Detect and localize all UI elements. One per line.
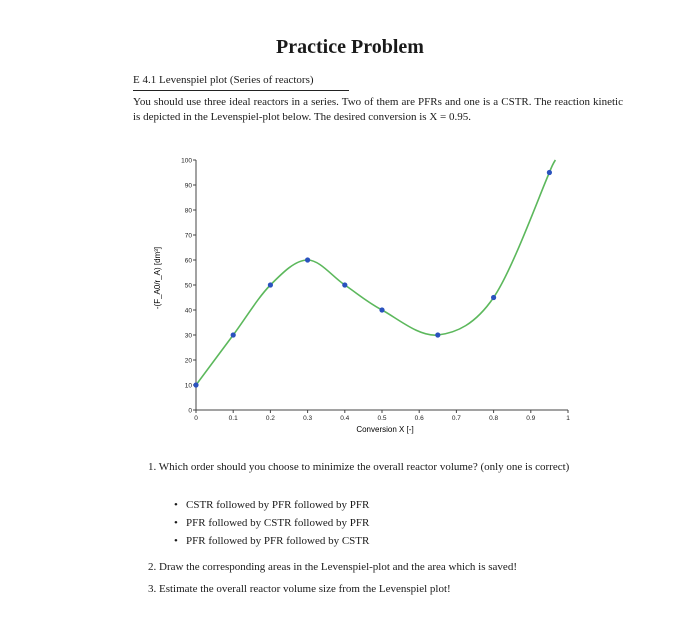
y-tick-label: 80 (184, 207, 192, 215)
x-tick-label: 0.4 (340, 415, 350, 422)
option-3: • PFR followed by PFR followed by CSTR (174, 532, 369, 550)
y-tick-label: 20 (184, 357, 192, 365)
x-tick-label: 0.9 (526, 415, 536, 422)
x-tick-label: 0.1 (228, 415, 238, 422)
x-tick-label: 0.3 (303, 415, 313, 422)
data-point (491, 295, 496, 300)
option-1: • CSTR followed by PFR followed by PFR (174, 496, 369, 514)
x-tick-label: 0.6 (414, 415, 424, 422)
series-markers (193, 170, 552, 388)
data-point (268, 282, 273, 287)
question-2: 2. Draw the corresponding areas in the Levenspiel-plot and the area which is saved! (148, 561, 517, 573)
question-1: 1. Which order should you choose to minimize the overall reactor volume? (only one is correct) (148, 461, 570, 473)
heading-underline (133, 90, 349, 91)
y-tick-label: 60 (184, 257, 192, 265)
data-point (435, 332, 440, 337)
data-point (547, 170, 552, 175)
data-point (231, 332, 236, 337)
x-tick-label: 0 (194, 415, 198, 422)
x-axis-label: Conversion X [-] (356, 425, 414, 434)
y-tick-label: 100 (181, 157, 192, 165)
y-tick-label: 50 (184, 282, 192, 290)
y-tick-label: 30 (184, 332, 192, 340)
answer-options (174, 496, 369, 550)
exercise-text: You should use three ideal reactors in a series. Two of them are PFRs and one is a CSTR. The reaction kinetic is depicted in the Levenspiel-plot below. The desired conversion is X = 0.95. (133, 96, 623, 123)
x-tick-label: 0.8 (489, 415, 499, 422)
x-tick-label: 0.7 (451, 415, 461, 422)
option-2: • PFR followed by CSTR followed by PFR (174, 514, 369, 532)
x-tick-label: 0.5 (377, 415, 387, 422)
y-tick-label: 70 (184, 232, 192, 240)
y-tick-label: 10 (184, 382, 192, 390)
data-point (305, 257, 310, 262)
series-line (196, 160, 555, 385)
x-tick-label: 1 (566, 415, 570, 422)
levenspiel-plot (140, 148, 580, 440)
data-point (342, 282, 347, 287)
axes (193, 160, 568, 413)
data-point (193, 382, 198, 387)
tick-labels (181, 158, 570, 423)
data-point (379, 307, 384, 312)
page-title: Practice Problem (276, 36, 424, 58)
y-axis-label: -(F_A0/r_A) [dm³] (153, 246, 162, 310)
y-tick-label: 90 (184, 182, 192, 190)
x-tick-label: 0.2 (265, 415, 275, 422)
y-tick-label: 40 (184, 307, 192, 315)
exercise-heading: E 4.1 Levenspiel plot (Series of reactors) (133, 74, 314, 86)
question-3: 3. Estimate the overall reactor volume size from the Levenspiel plot! (148, 583, 451, 595)
y-tick-label: 0 (188, 407, 192, 415)
